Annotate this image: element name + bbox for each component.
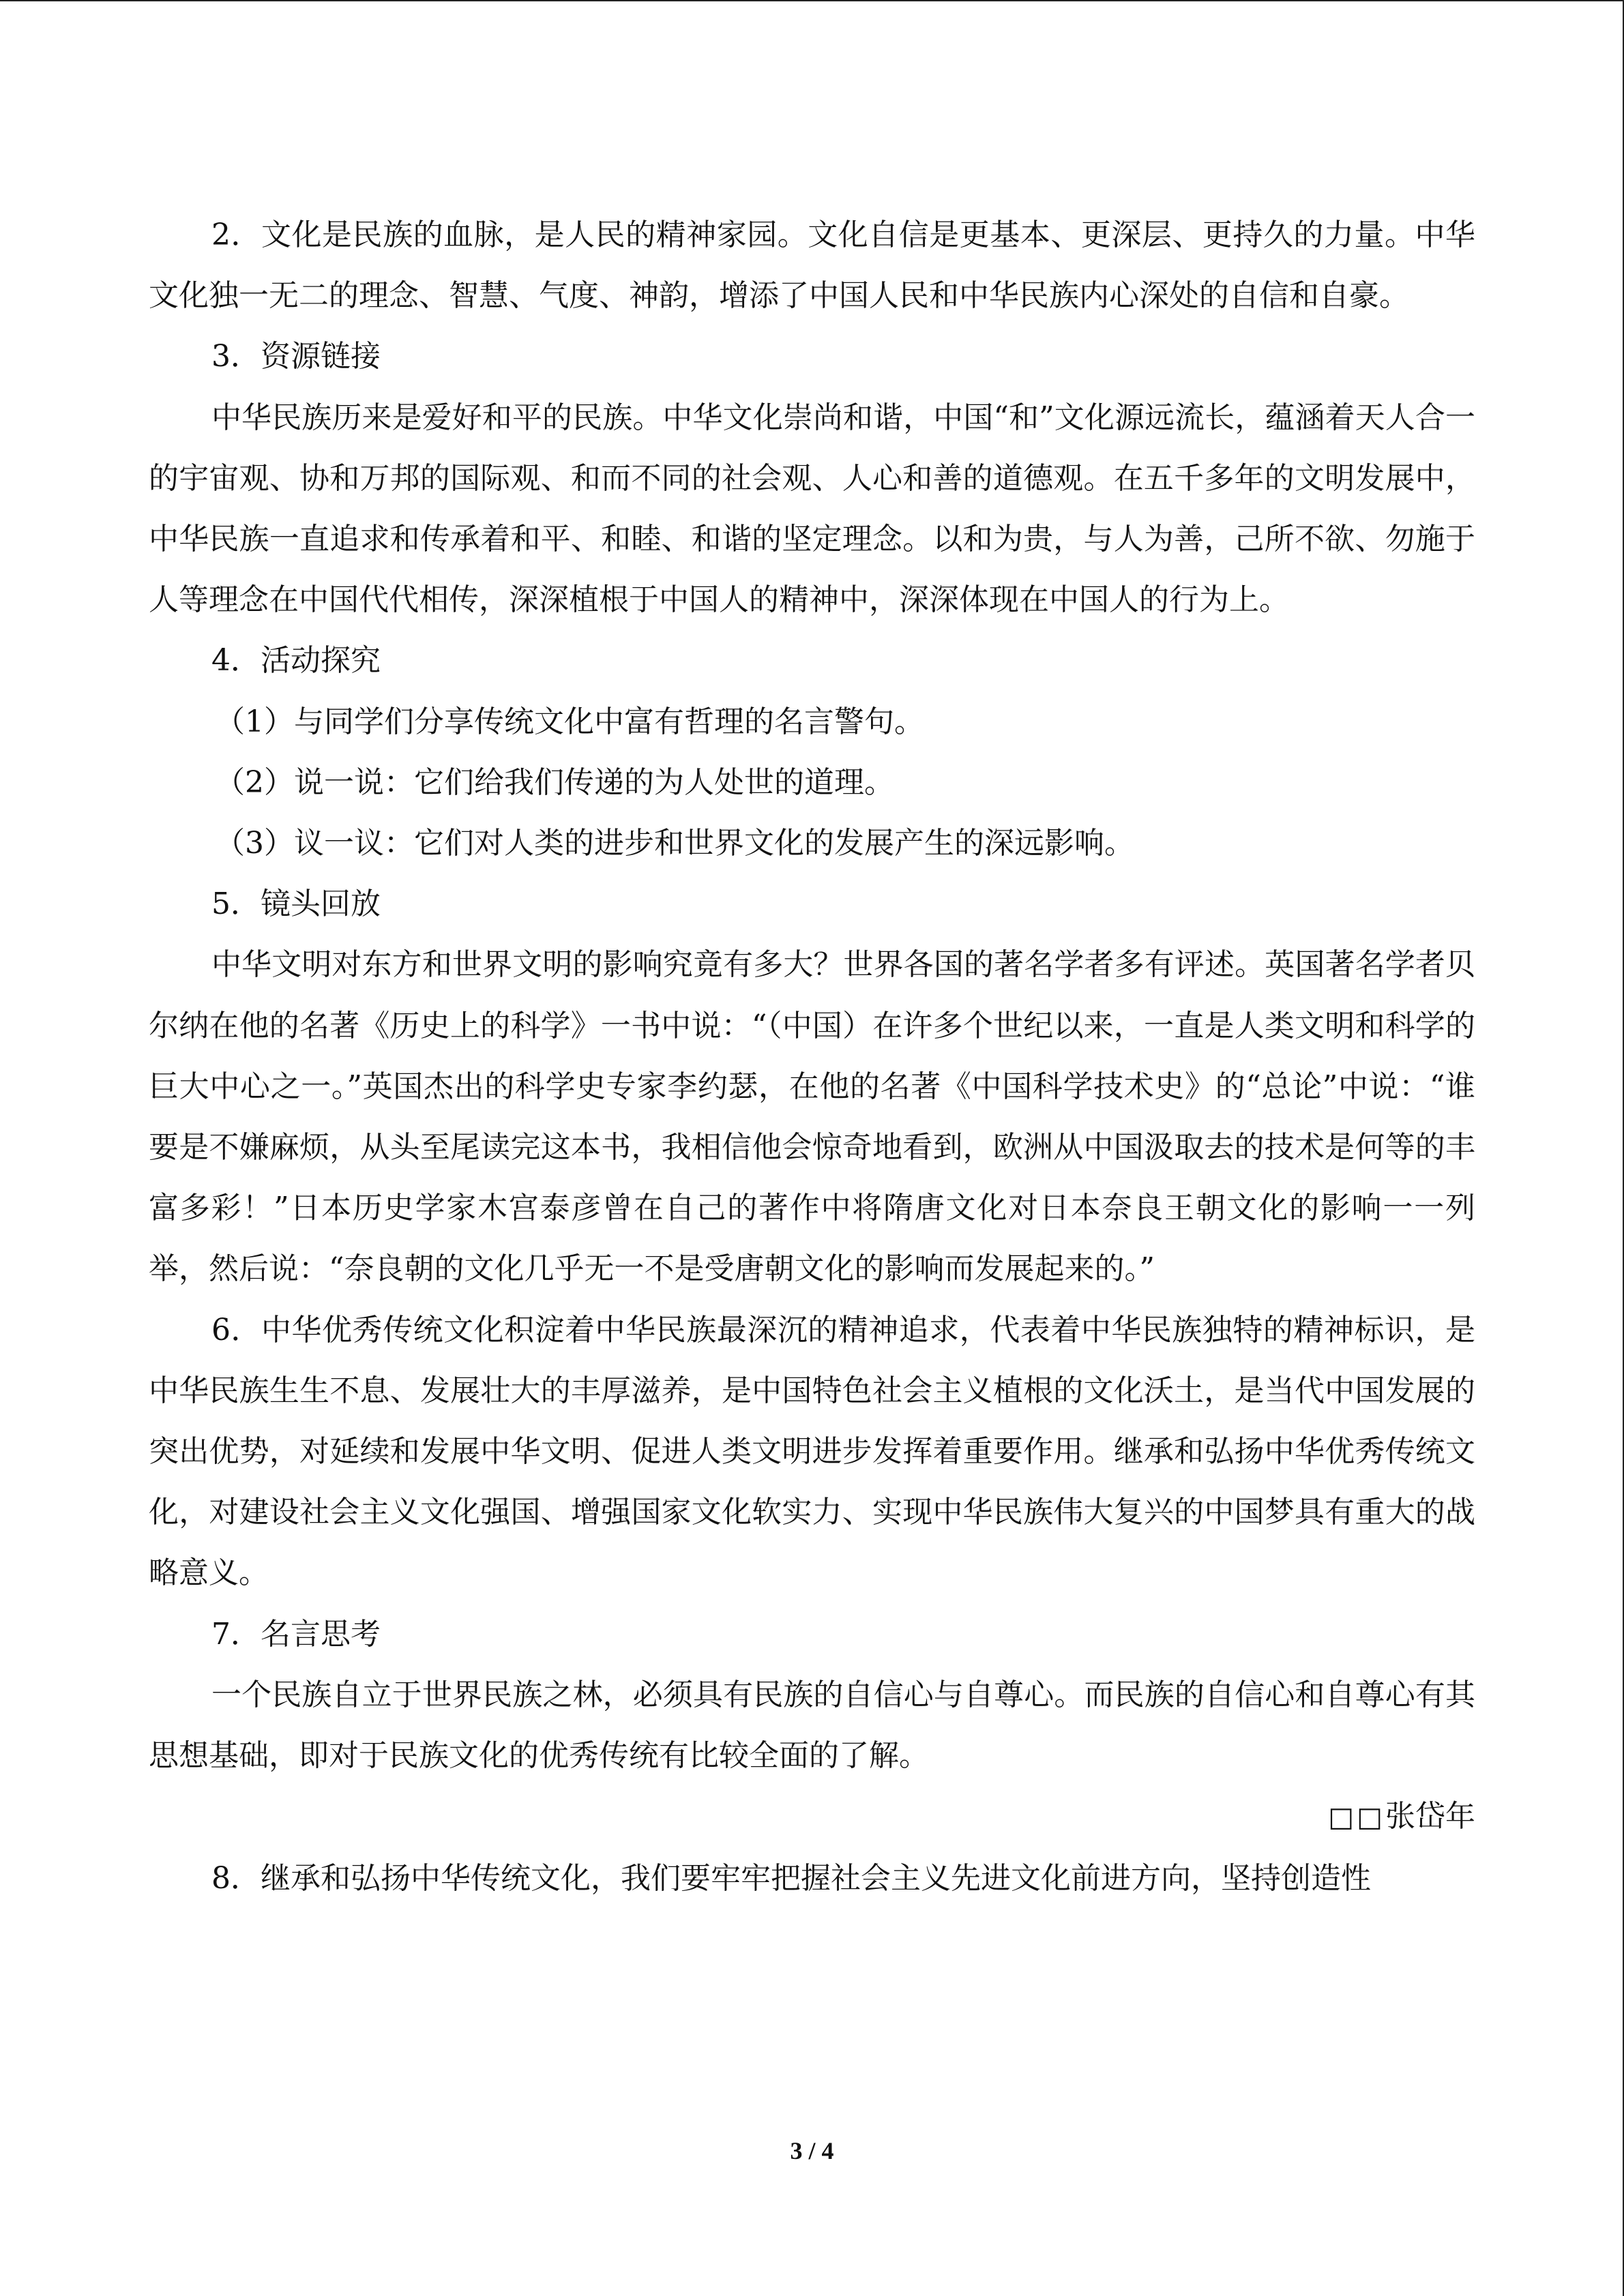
heading-famous-quote: 7．名言思考 [211,1616,381,1652]
quote-text: 一个民族自立于世界民族之林，必须具有民族的自信心与自尊心。而民族的自信心和自尊心有其思想基础，即对于民族文化的优秀传统有比较全面的了解。 [149,1677,1475,1774]
page-number: 3 / 4 [790,2137,834,2164]
paragraph-inherit-culture: 8．继承和弘扬中华传统文化，我们要牢牢把握社会主义先进文化前进方向，坚持创造性 [211,1861,1371,1896]
paragraph-civilization-influence: 中华文明对东方和世界文明的影响究竟有多大？世界各国的著名学者多有评述。英国著名学者贝尔纳在他的名著《历史上的科学》一书中说：“（中国）在许多个世纪以来，一直是人类文明和科学的巨大中心之一。”英国杰出的科学史专家李约瑟，在他的名著《中国科学技术史》的“总论”中说：“谁要是不嫌麻烦，从头至尾读完这本书，我相信他会惊奇地看到，欧洲从中国汲取去的技术是何等的丰富多彩！”日本历史学家木宫泰彦曾在自己的著作中将隋唐文化对日本奈良王朝文化的影响一一列举，然后说：“奈良朝的文化几乎无一不是受唐朝文化的影响而发展起来的。” [149,947,1475,1287]
activity-item-2: （2）说一说：它们给我们传递的为人处世的道理。 [215,764,894,800]
quote-attribution [149,1786,1475,1848]
heading-activity-inquiry: 4．活动探究 [211,643,381,679]
document-body [149,205,1475,1909]
heading-flashback: 5．镜头回放 [211,886,381,922]
paragraph-traditional-culture: 6．中华优秀传统文化积淀着中华民族最深沉的精神追求，代表着中华民族独特的精神标识，是中华民族生生不息、发展壮大的丰厚滋养，是中国特色社会主义植根的文化沃土，是当代中国发展的突出优势，对延续和发展中华文明、促进人类文明进步发挥着重要作用。继承和弘扬中华优秀传统文化，对建设社会主义文化强国、增强国家文化软实力、实现中华民族伟大复兴的中国梦具有重大的战略意义。 [149,1312,1475,1591]
attribution-boxes: □□ [1328,1802,1385,1834]
heading-resource-link: 3．资源链接 [211,339,381,374]
attribution-author: 张岱年 [1385,1799,1475,1834]
activity-item-3: （3）议一议：它们对人类的进步和世界文化的发展产生的深远影响。 [215,826,1134,861]
activity-item-1: （1）与同学们分享传统文化中富有哲理的名言警句。 [215,704,924,739]
paragraph-peace-loving: 中华民族历来是爱好和平的民族。中华文化崇尚和谐，中国“和”文化源远流长，蕴涵着天人合一的宇宙观、协和万邦的国际观、和而不同的社会观、人心和善的道德观。在五千多年的文明发展中，中华民族一直追求和传承着和平、和睦、和谐的坚定理念。以和为贵，与人为善，己所不欲、勿施于人等理念在中国代代相传，深深植根于中国人的精神中，深深体现在中国人的行为上。 [149,400,1476,618]
paragraph-culture-lifeblood: 2．文化是民族的血脉，是人民的精神家园。文化自信是更基本、更深层、更持久的力量。中华文化独一无二的理念、智慧、气度、神韵，增添了中国人民和中华民族内心深处的自信和自豪。 [149,218,1475,314]
